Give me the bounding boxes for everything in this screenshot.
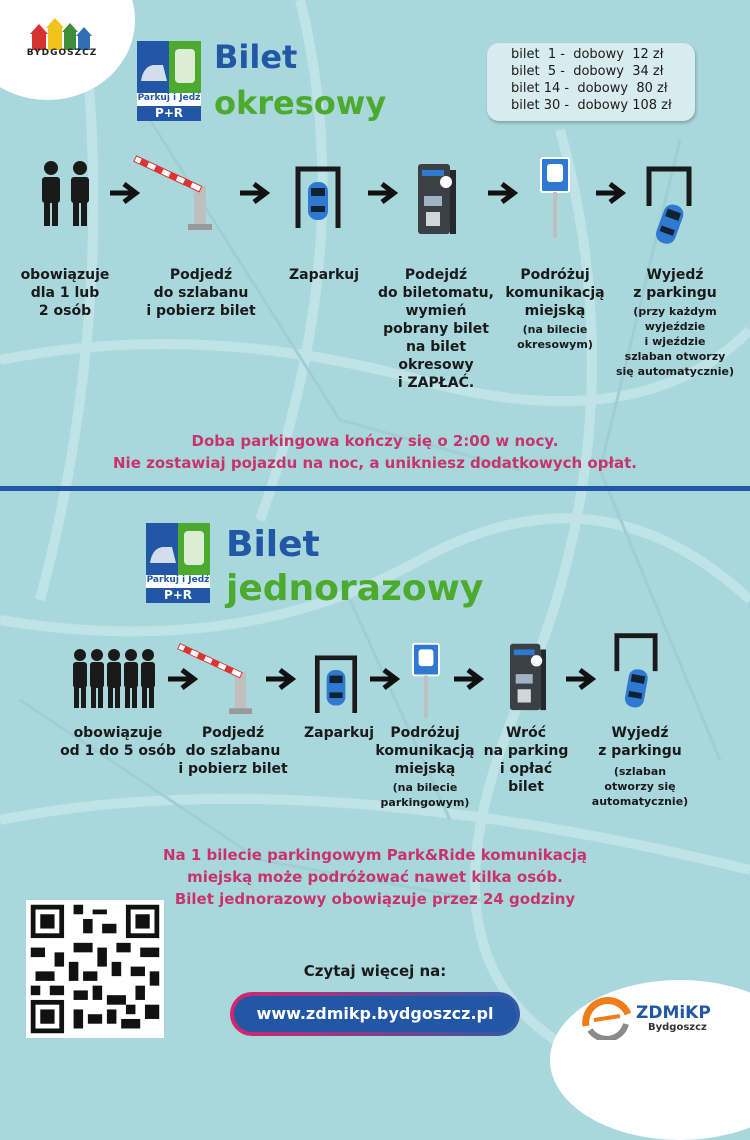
zdmikp-logo-icon <box>580 996 634 1040</box>
exiting-car-icon <box>614 632 658 714</box>
step2-text: Podróżuj komunikacją miejską <box>375 725 475 777</box>
step1-text: Zaparkuj <box>288 267 360 283</box>
parked-car-icon <box>295 166 341 228</box>
barrier-gate-icon <box>170 638 256 714</box>
arrow-right-icon <box>596 182 626 204</box>
arrow-right-icon <box>454 668 484 690</box>
two-people-icon <box>36 160 96 226</box>
arrow-right-icon <box>370 668 400 690</box>
step2-note: (na bilecie parkingowym) <box>380 781 470 809</box>
ticket-machine-icon <box>506 640 550 712</box>
section2-note-line3: Bilet jednorazowy obowiązuje przez 24 godziny <box>174 890 576 908</box>
section1-title-line2: okresowy <box>214 84 387 122</box>
price-item: bilet 30 - dobowy 108 zł <box>511 98 672 113</box>
step2-text: Podjedź do szlabanu i pobierz bilet <box>178 725 288 777</box>
org-city: Bydgoszcz <box>648 1022 707 1033</box>
section2-title-line2: jednorazowy <box>226 568 484 609</box>
exiting-car-icon <box>646 166 692 250</box>
section-divider <box>0 486 750 491</box>
ticket-machine-icon <box>414 160 460 236</box>
section1-note-line1: Doba parkingowa kończy się o 2:00 w nocy. <box>191 432 559 450</box>
bus-stop-icon <box>412 642 440 718</box>
parked-car-icon <box>314 655 358 713</box>
step1-note: (przy każdym wyjeździe i wjeździe szlaban otworzy się automatycznie) <box>615 305 734 378</box>
read-more-label: Czytaj więcej na: <box>303 962 447 980</box>
step2-text: Wyjedź z parkingu <box>598 725 682 759</box>
arrow-right-icon <box>368 182 398 204</box>
park-and-ride-code: P+R <box>163 588 193 602</box>
step1-text: Podróżuj komunikacją miejską <box>505 267 605 319</box>
city-logo-text: BYDGOSZCZ <box>26 48 98 58</box>
step2-text: Wróć na parking i opłać bilet <box>483 725 569 795</box>
step1-note: (na bilecie okresowym) <box>517 323 593 351</box>
step1-text: Wyjedź z parkingu <box>633 267 717 301</box>
step1-text: Podejdź do biletomatu, wymień pobrany bilet na bilet okresowy i ZAPŁAĆ. <box>378 267 494 391</box>
arrow-right-icon <box>488 182 518 204</box>
step1-text: obowiązuje dla 1 lub 2 osób <box>20 267 110 319</box>
park-and-ride-code: P+R <box>154 106 184 120</box>
price-list-box <box>487 43 695 121</box>
park-and-ride-brand: Parkuj i Jedź <box>146 575 210 585</box>
arrow-right-icon <box>266 668 296 690</box>
section2-note-line1: Na 1 bilecie parkingowym Park&Ride komunikacją <box>162 846 587 864</box>
step2-text: Zaparkuj <box>303 725 375 741</box>
price-item: bilet 1 - dobowy 12 zł <box>511 47 664 62</box>
price-item: bilet 5 - dobowy 34 zł <box>511 64 664 79</box>
section2-note-line2: miejską może podróżować nawet kilka osób. <box>187 868 563 886</box>
section2-title-line1: Bilet <box>226 524 320 565</box>
website-url[interactable]: www.zdmikp.bydgoszcz.pl <box>234 996 516 1032</box>
org-name: ZDMiKP <box>636 1003 711 1023</box>
group-of-people-icon <box>70 648 158 708</box>
arrow-right-icon <box>566 668 596 690</box>
arrow-right-icon <box>240 182 270 204</box>
section1-note-line2: Nie zostawiaj pojazdu na noc, a unikniesz dodatkowych opłat. <box>113 454 637 472</box>
barrier-gate-icon <box>128 150 214 230</box>
step1-text: Podjedź do szlabanu i pobierz bilet <box>146 267 256 319</box>
bus-stop-icon <box>540 156 570 238</box>
step2-note: (szlaban otworzy się automatycznie) <box>591 765 689 808</box>
price-item: bilet 14 - dobowy 80 zł <box>511 81 668 96</box>
qr-code-icon[interactable] <box>26 900 164 1038</box>
step2-text: obowiązuje od 1 do 5 osób <box>60 725 176 759</box>
park-and-ride-brand: Parkuj i Jedź <box>137 93 201 103</box>
website-link[interactable] <box>230 992 520 1036</box>
section1-title-line1: Bilet <box>214 38 298 76</box>
